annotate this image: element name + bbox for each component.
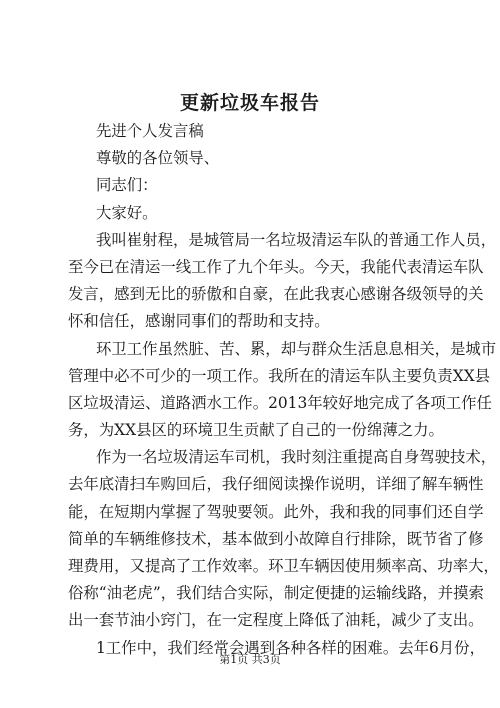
text-line: 去年底清扫车购回后，我仔细阅读操作说明，详细了解车辆性 [68,475,484,494]
text-line: 环卫工作虽然脏、苦、累，却与群众生活息息相关，是城市 [96,339,497,358]
text-line: 尊敬的各位领导、 [96,149,220,168]
text-line: 俗称“油老虎”，我们结合实际，制定便捷的运输线路，并摸索 [68,584,484,603]
text-line: 作为一名垃圾清运车司机，我时刻注重提高自身驾驶技术， [96,448,497,467]
text-line: 大家好。 [96,203,158,222]
text-line: 至今已在清运一线工作了九个年头。今天，我能代表清运车队 [68,257,484,276]
text-line: 管理中必不可少的一项工作。我所在的清运车队主要负责XX县 [68,366,491,385]
text-line: 发言，感到无比的骄傲和自豪，在此我衷心感谢各级领导的关 [68,285,484,304]
document-body [68,118,499,662]
text-line: 我叫崔射程，是城管局一名垃圾清运车队的普通工作人员， [96,230,497,249]
text-line: 怀和信任，感谢同事们的帮助和支持。 [68,312,330,331]
text-line: 先进个人发言稿 [96,122,204,140]
text-line: 同志们： [96,176,158,195]
text-line: 1工作中，我们经常会遇到各种各样的困难。去年6月份， [96,638,485,657]
text-line: 能，在短期内掌握了驾驶要领。此外，我和我的同事们还自学 [68,502,484,521]
text-line: 出一套节油小窍门，在一定程度上降低了油耗，减少了支出。 [68,611,484,630]
text-line: 理费用，又提高了工作效率。环卫车辆因使用频率高、功率大， [68,557,499,575]
page-footer: 第1页 共3页 [219,653,281,666]
text-line: 务，为XX县区的环境卫生贡献了自己的一份绵薄之力。 [68,421,444,440]
text-line: 区垃圾清运、道路洒水工作。2013年较好地完成了各项工作任 [68,393,492,412]
page-title: 更新垃圾车报告 [179,92,320,114]
text-line: 简单的车辆维修技术，基本做到小故障自行排除，既节省了修 [68,529,484,548]
